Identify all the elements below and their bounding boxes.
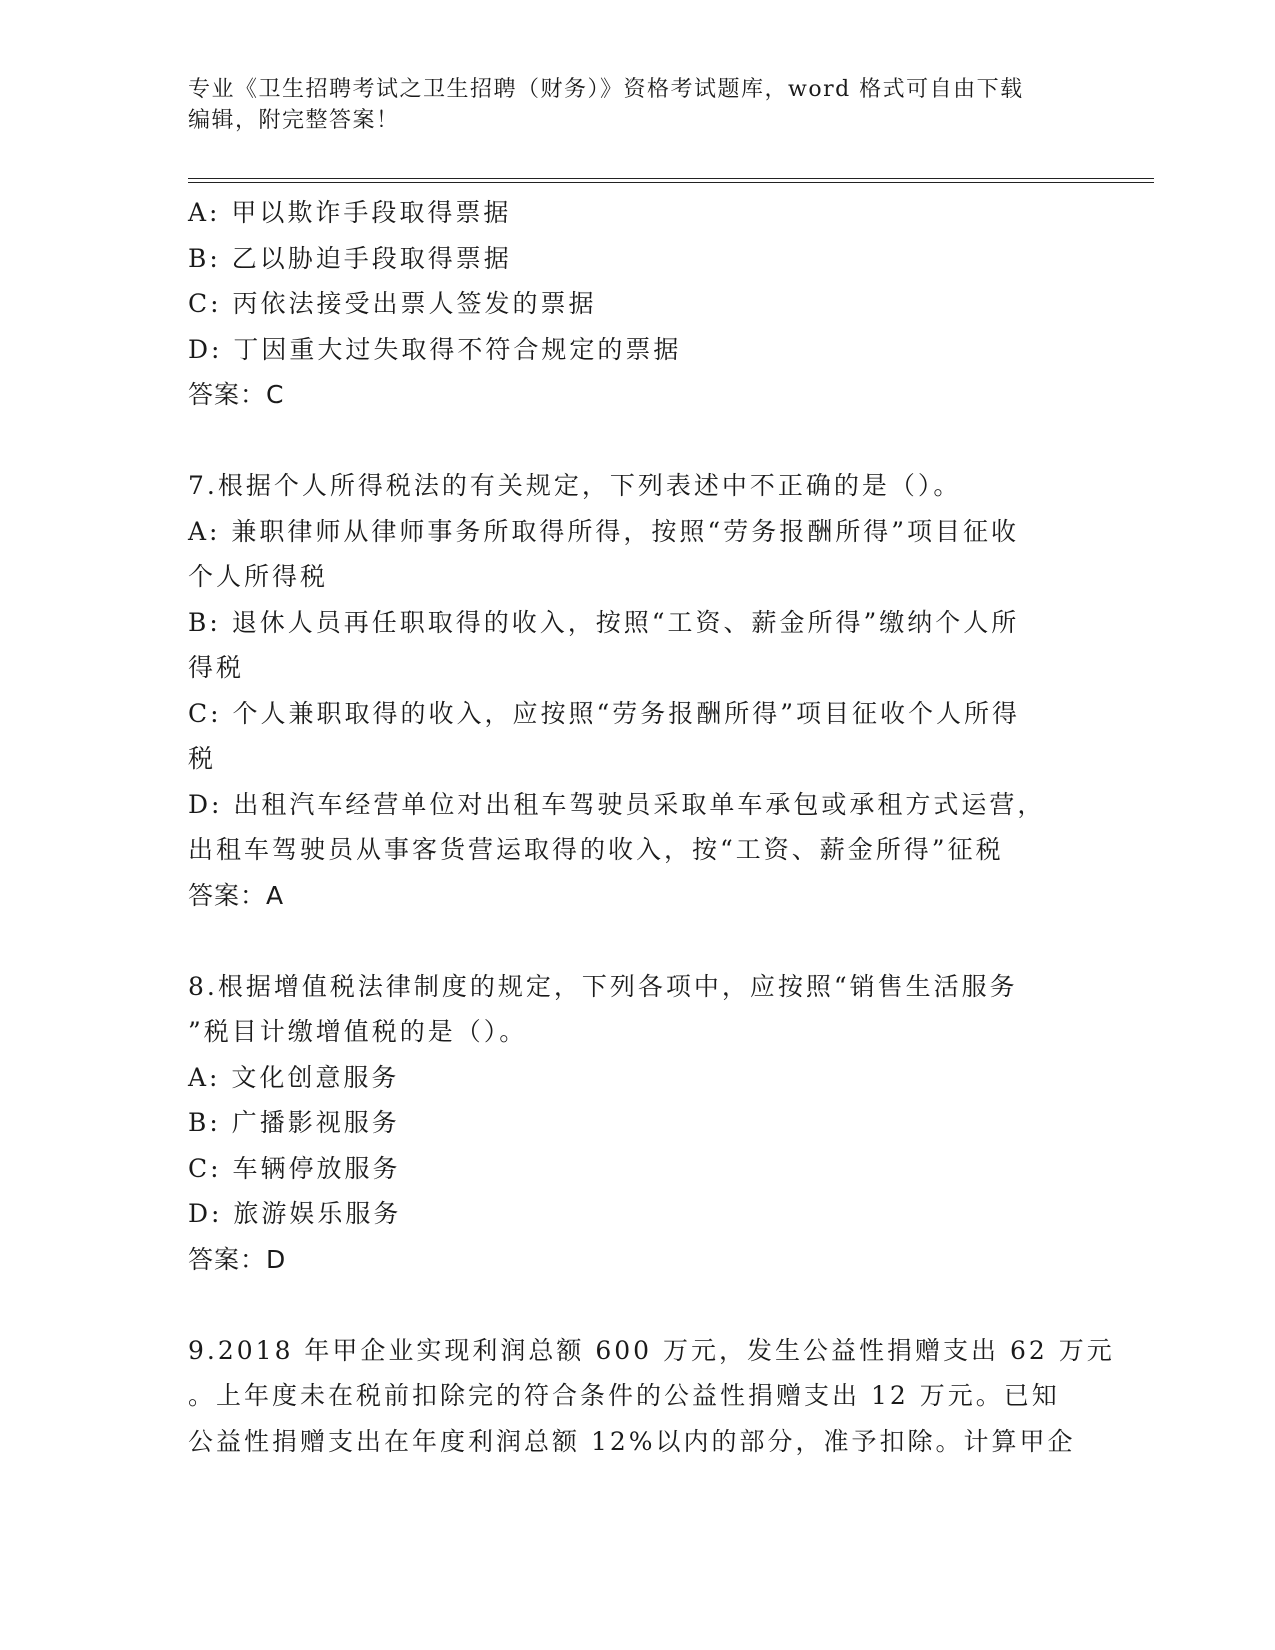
question-stem-line-1: 9.2018 年甲企业实现利润总额 600 万元，发生公益性捐赠支出 62 万元	[188, 1335, 1115, 1365]
question-7	[188, 463, 1078, 918]
question-6	[188, 190, 1078, 418]
question-stem-line-2: ”税目计缴增值税的是（）。	[188, 1017, 528, 1046]
option-b-line-1: B: 退休人员再任职取得的收入，按照“工资、薪金所得”缴纳个人所	[188, 607, 1020, 637]
header-line-2: 编辑，附完整答案！	[188, 108, 400, 133]
option-c-line-2: 税	[188, 744, 217, 773]
header-divider-bottom	[188, 182, 1154, 183]
document-body	[188, 190, 1115, 1464]
option-d-line-1: D: 出租汽车经营单位对出租车驾驶员采取单车承包或承租方式运营，	[188, 789, 1046, 819]
spacer	[188, 418, 1078, 464]
option-b-line-2: 得税	[188, 653, 245, 682]
option-a-line-2: 个人所得税	[188, 562, 329, 591]
question-8	[188, 964, 1078, 1283]
question-stem: 7.根据个人所得税法的有关规定，下列表述中不正确的是（）。	[188, 471, 962, 500]
header-line-1: 专业《卫生招聘考试之卫生招聘（财务）》资格考试题库，word 格式可自由下载	[188, 77, 1024, 102]
spacer	[188, 1282, 1078, 1328]
option-d-line-2: 出租车驾驶员从事客货营运取得的收入，按“工资、薪金所得”征税	[188, 835, 1004, 864]
question-stem-line-2: 。上年度未在税前扣除完的符合条件的公益性捐赠支出 12 万元。已知	[188, 1381, 1060, 1410]
option-d: D: 丁因重大过失取得不符合规定的票据	[188, 334, 682, 364]
header-divider-top	[188, 178, 1154, 179]
document-header	[188, 74, 1068, 136]
spacer	[188, 918, 1078, 964]
question-stem-line-1: 8.根据增值税法律制度的规定，下列各项中，应按照“销售生活服务	[188, 971, 1018, 1001]
option-b: B: 乙以胁迫手段取得票据	[188, 243, 512, 273]
answer: 答案：C	[188, 380, 285, 409]
option-a-line-1: A: 兼职律师从律师事务所取得所得，按照“劳务报酬所得”项目征收	[188, 516, 1019, 546]
option-a: A: 文化创意服务	[188, 1062, 400, 1092]
option-c-line-1: C: 个人兼职取得的收入，应按照“劳务报酬所得”项目征收个人所得	[188, 698, 1021, 728]
option-d: D: 旅游娱乐服务	[188, 1199, 402, 1228]
answer: 答案：A	[188, 880, 285, 910]
option-a: A: 甲以欺诈手段取得票据	[188, 198, 512, 227]
question-9	[188, 1328, 1115, 1465]
option-c: C: 丙依法接受出票人签发的票据	[188, 289, 597, 318]
option-b: B: 广播影视服务	[188, 1108, 400, 1137]
answer: 答案：D	[188, 1244, 287, 1274]
option-c: C: 车辆停放服务	[188, 1153, 401, 1183]
question-stem-line-3: 公益性捐赠支出在年度利润总额 12%以内的部分，准予扣除。计算甲企	[188, 1426, 1076, 1456]
